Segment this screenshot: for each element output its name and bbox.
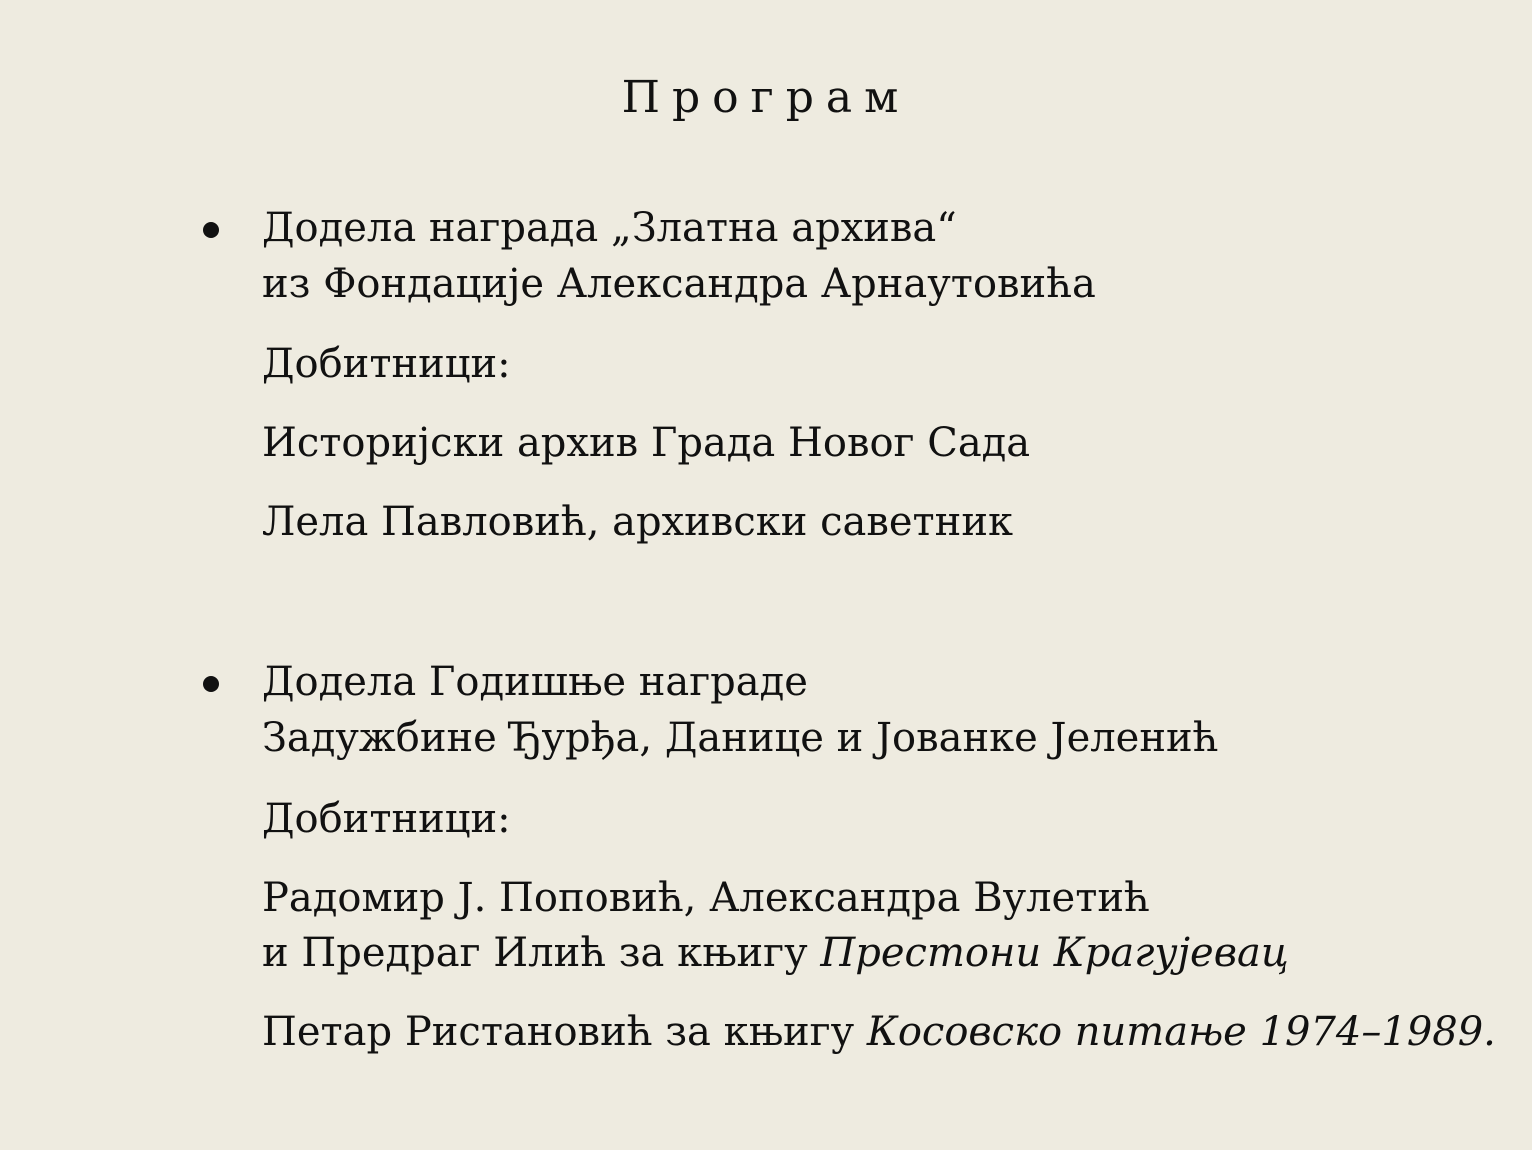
bullet-icon (203, 222, 219, 238)
section-heading-line2: Задужбине Ђурђа, Данице и Јованке Јеленић (262, 715, 1219, 761)
recipient-item-continued (262, 925, 1289, 981)
recipients-label: Добитници: (262, 341, 511, 387)
recipient-item (262, 1004, 1496, 1060)
page-title: Програм (621, 72, 911, 123)
recipient-text: и Предраг Илић за књигу (262, 930, 821, 976)
book-title: Престони Крагујевац (820, 930, 1289, 976)
recipients-label: Добитници: (262, 796, 511, 842)
recipient-item: Историјски архив Града Новог Сада (262, 420, 1031, 466)
recipient-text: Петар Ристановић за књигу (262, 1009, 867, 1055)
bullet-icon (203, 676, 219, 692)
recipient-item: Лела Павловић, архивски саветник (262, 499, 1013, 545)
recipient-item: Радомир Ј. Поповић, Александра Вулетић (262, 875, 1150, 921)
section-heading-line2: из Фондације Александра Арнаутовића (262, 261, 1096, 307)
section-heading-line1: Додела награда „Златна архива“ (262, 205, 957, 251)
book-title: Косовско питање 1974–1989. (866, 1009, 1496, 1055)
section-heading-line1: Додела Годишње награде (262, 659, 808, 705)
